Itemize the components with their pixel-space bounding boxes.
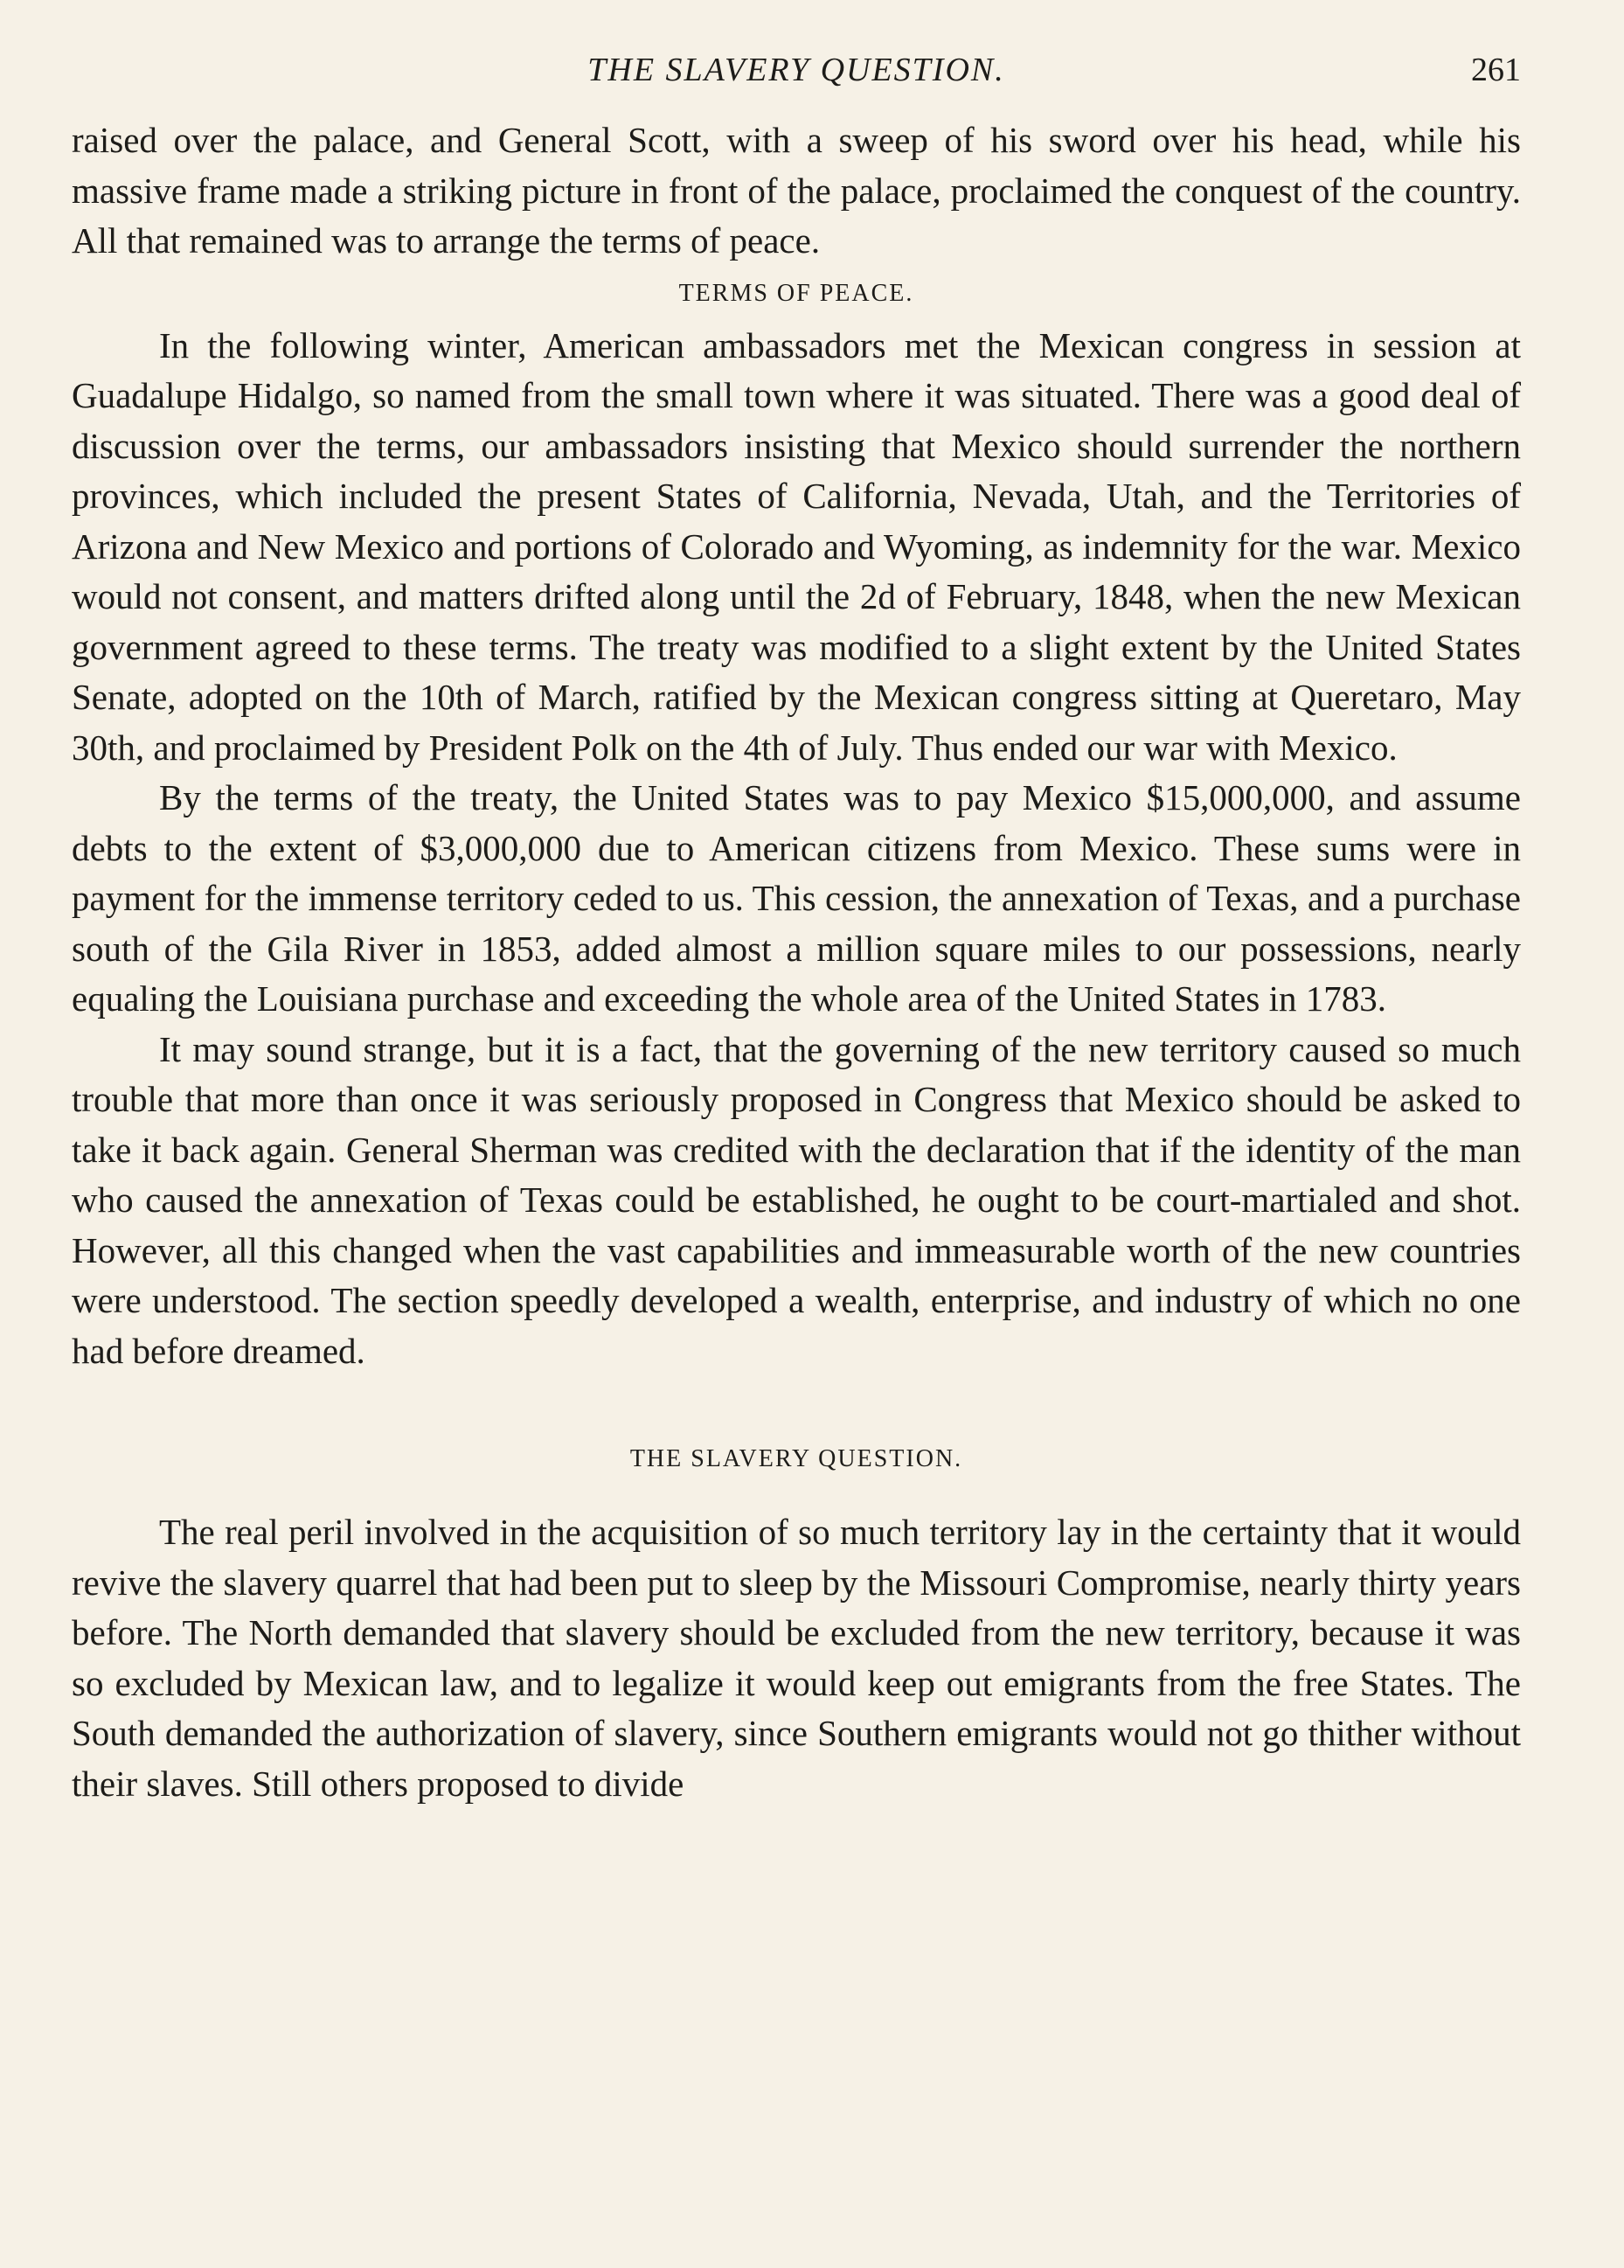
paragraph-governing-territory: It may sound strange, but it is a fact, that the governing of the new territory caused so much trouble that more than once it was seriously proposed in Congress that Mexico should be asked to take it back again. General Sherman was credited with the declaration that if the identity of the man who caused the annexation of Texas could be established, he ought to be court-martialed and shot. However, all this changed when the vast capabilities and immeasurable worth of the new countries were understood. The section speedly developed a wealth, enterprise, and industry of which no one had before dreamed. (72, 1028, 1521, 1371)
paragraph-slavery-peril: The real peril involved in the acquisition of so much territory lay in the certainty that it would revive the slavery quarrel that had been put to sleep by the Missouri Compromise, nearly thirty years before. The North demanded that slavery should be excluded from the new territory, because it was so excluded by Mexican law, and to legalize it would keep out emigrants from the free States. The South demanded the authorization of slavery, since Southern emigrants would not go thither without their slaves. Still others proposed to divide (72, 1512, 1521, 1804)
paragraph-continuation: raised over the palace, and General Scott, with a sweep of his sword over his head, while his massive frame made a striking picture in front of the palace, proclaimed the conquest of the country. All that remained was to arrange the terms of peace. (72, 120, 1521, 261)
running-head (72, 35, 1521, 115)
paragraph-treaty-negotiation: In the following winter, American ambassadors met the Mexican congress in session at Guadalupe Hidalgo, so named from the small town where it was situated. There was a good deal of discussion over the terms, our ambassadors insisting that Mexico should surrender the northern provinces, which included the present States of California, Nevada, Utah, and the Territories of Arizona and New Mexico and portions of Colorado and Wyoming, as indemnity for the war. Mexico would not consent, and matters drifted along until the 2d of February, 1848, when the new Mexican government agreed to these terms. The treaty was modified to a slight extent by the United States Senate, adopted on the 10th of March, ratified by the Mexican congress sitting at Queretaro, May 30th, and proclaimed by President Polk on the 4th of July. Thus ended our war with Mexico. (72, 324, 1521, 768)
page-number: 261 (1471, 52, 1521, 88)
paragraph-treaty-terms: By the terms of the treaty, the United States was to pay Mexico $15,000,000, and assume debts to the extent of $3,000,000 due to American citizens from Mexico. These sums were in payment for the immense territory ceded to us. This cession, the annexation of Texas, and a purchase south of the Gila River in 1853, added almost a million square miles to our possessions, nearly equaling the Louisiana purchase and exceeding the whole area of the United States in 1783. (72, 777, 1521, 1019)
section-heading-slavery-question: THE SLAVERY QUESTION. (629, 1445, 963, 1472)
section-heading-terms-of-peace: TERMS OF PEACE. (678, 279, 914, 307)
book-page (72, 35, 1521, 2238)
running-title: THE SLAVERY QUESTION. (587, 52, 1005, 88)
